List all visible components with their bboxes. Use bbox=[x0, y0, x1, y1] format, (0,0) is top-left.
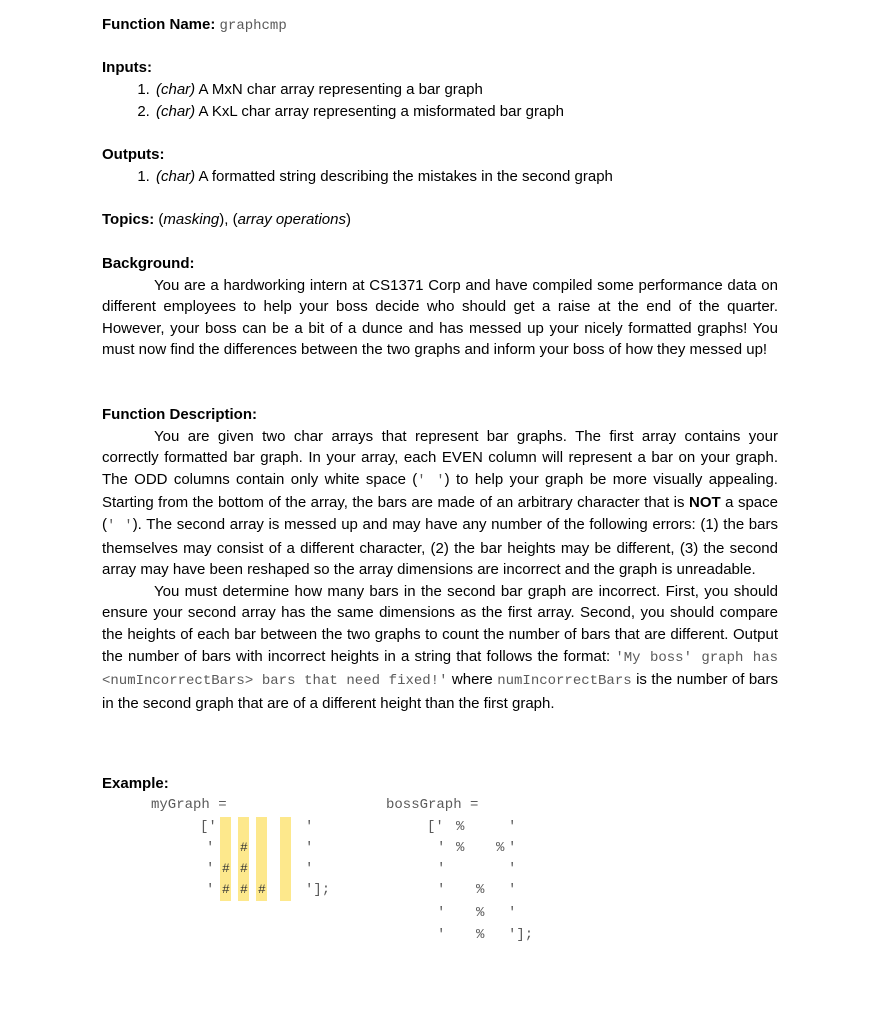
background-paragraph: You are a hardworking intern at CS1371 Corp and have compiled some performance data on different employees to help your boss decide who should get a raise at the end of the quarter. However, your boss can be a bit of a dunce and has messed up your nicely formatted graphs! You must now find the differences between the two graphs and inform your boss of how they messed up! bbox=[102, 276, 778, 359]
description-section bbox=[102, 404, 778, 714]
my-graph-row-open: [' bbox=[200, 819, 217, 835]
input-text: A MxN char array representing a bar graph bbox=[195, 80, 483, 98]
boss-graph-row-open: ' bbox=[437, 840, 446, 856]
text-run: You must determine how many bars in the second bar graph are incorrect. First, you should ensure your second array has the same dimensions as the first array. Second, you should compare the heights of each bar between the two graphs to count the number of bars that are different. Output the number of bars with incorrect heights in a string that follows the format: bbox=[102, 582, 778, 665]
boss-graph-row-close: ']; bbox=[508, 927, 534, 943]
space-code: ' ' bbox=[417, 472, 445, 489]
input-type: (char) bbox=[156, 102, 196, 120]
description-label: Function Description: bbox=[102, 406, 257, 423]
boss-graph-row-open: ' bbox=[437, 927, 446, 943]
boss-graph-row-close: ' bbox=[508, 905, 517, 921]
boss-bar-mark: % bbox=[476, 927, 485, 943]
text-run: You are given two char arrays that represent bar graphs. The first array contains your correctly formatted bar graph. In your array, each EVEN column will represent a bar on your graph. The ODD columns contain only white space ( bbox=[102, 427, 778, 488]
my-graph-row-open: ' bbox=[206, 882, 215, 898]
bar-mark: # bbox=[258, 882, 266, 897]
graph-cell bbox=[238, 817, 249, 838]
outputs-label: Outputs: bbox=[102, 146, 165, 163]
input-item bbox=[154, 101, 778, 123]
variable-code: numIncorrectBars bbox=[497, 673, 632, 690]
graph-cell bbox=[280, 838, 291, 859]
bar-mark: # bbox=[222, 882, 230, 897]
bar-mark: # bbox=[240, 840, 248, 855]
output-item bbox=[154, 166, 778, 188]
text-run: ). The second array is messed up and may have any number of the following errors: (1) the bars themselves may consist of a different character, (2) the bar heights may be different, (3) the second array may have been reshaped so the array dimensions are incorrect and the graph is unreadable. bbox=[102, 515, 778, 579]
boss-bar-mark: % bbox=[456, 819, 465, 835]
description-paragraph-2 bbox=[102, 581, 778, 715]
my-graph-row-close: ' bbox=[305, 861, 314, 877]
my-graph-row-open: ' bbox=[206, 861, 215, 877]
boss-graph-row-open: ' bbox=[437, 905, 446, 921]
function-name-value: graphcmp bbox=[219, 18, 287, 34]
boss-graph-header: bossGraph = bbox=[386, 797, 479, 813]
my-graph-row-close: ']; bbox=[305, 882, 331, 898]
boss-graph-row-close: ' bbox=[508, 819, 517, 835]
inputs-list bbox=[102, 79, 778, 123]
bar-mark: # bbox=[240, 882, 248, 897]
function-name-line bbox=[102, 14, 778, 38]
boss-graph-row-close: ' bbox=[508, 861, 517, 877]
outputs-list bbox=[102, 166, 778, 188]
background-section bbox=[102, 253, 778, 361]
background-label: Background: bbox=[102, 255, 195, 272]
graph-cell bbox=[220, 838, 231, 859]
boss-graph-row-open: ' bbox=[437, 861, 446, 877]
text-run: ) to help your graph be more visually appealing. Starting from the bottom of the array, the bars are made of an arbitrary character that is bbox=[102, 470, 778, 512]
function-name-label: Function Name: bbox=[102, 16, 216, 33]
boss-bar-mark: % bbox=[476, 882, 485, 898]
text-run: where bbox=[447, 671, 498, 689]
output-type: (char) bbox=[156, 167, 196, 185]
description-paragraph-1 bbox=[102, 426, 778, 581]
graph-cell bbox=[256, 817, 267, 838]
bar-mark: # bbox=[222, 861, 230, 876]
space-code: ' ' bbox=[107, 517, 133, 534]
graph-cell bbox=[220, 817, 231, 838]
graph-cell bbox=[280, 880, 291, 901]
boss-bar-mark: % bbox=[476, 905, 485, 921]
inputs-section bbox=[102, 57, 778, 123]
format-code: 'My boss' graph has <numIncorrectBars> bars that need fixed!' bbox=[102, 649, 778, 690]
output-text: A formatted string describing the mistakes in the second graph bbox=[195, 167, 613, 185]
graph-cell bbox=[280, 817, 291, 838]
outputs-section bbox=[102, 144, 778, 188]
graph-cell bbox=[280, 859, 291, 880]
input-text: A KxL char array representing a misformated bar graph bbox=[195, 102, 564, 120]
topic-masking: masking bbox=[163, 211, 220, 228]
bar-mark: # bbox=[240, 861, 248, 876]
text-run: a space ( bbox=[102, 494, 778, 533]
input-item bbox=[154, 79, 778, 101]
my-graph-row-open: ' bbox=[206, 840, 215, 856]
input-type: (char) bbox=[156, 80, 196, 98]
inputs-label: Inputs: bbox=[102, 59, 152, 76]
topics-label: Topics: bbox=[102, 211, 155, 228]
my-graph-row-close: ' bbox=[305, 819, 314, 835]
boss-bar-mark: % bbox=[496, 840, 505, 856]
not-emphasis: NOT bbox=[688, 494, 721, 512]
my-graph-row-close: ' bbox=[305, 840, 314, 856]
boss-graph-row-close: ' bbox=[508, 882, 517, 898]
boss-graph-row-open: ' bbox=[437, 882, 446, 898]
graph-cell bbox=[256, 859, 267, 880]
boss-graph-row-close: ' bbox=[508, 840, 517, 856]
boss-graph-row-open: [' bbox=[427, 819, 444, 835]
example-label: Example: bbox=[102, 775, 169, 792]
topic-array-operations: array operations bbox=[237, 211, 346, 228]
text-run: is the number of bars in the second graph that are of a different height than the first graph. bbox=[102, 671, 778, 712]
topics-line: Topics: (masking), (array operations) bbox=[102, 211, 351, 228]
my-graph-header: myGraph = bbox=[151, 797, 227, 813]
graph-cell bbox=[256, 838, 267, 859]
boss-bar-mark: % bbox=[456, 840, 465, 856]
